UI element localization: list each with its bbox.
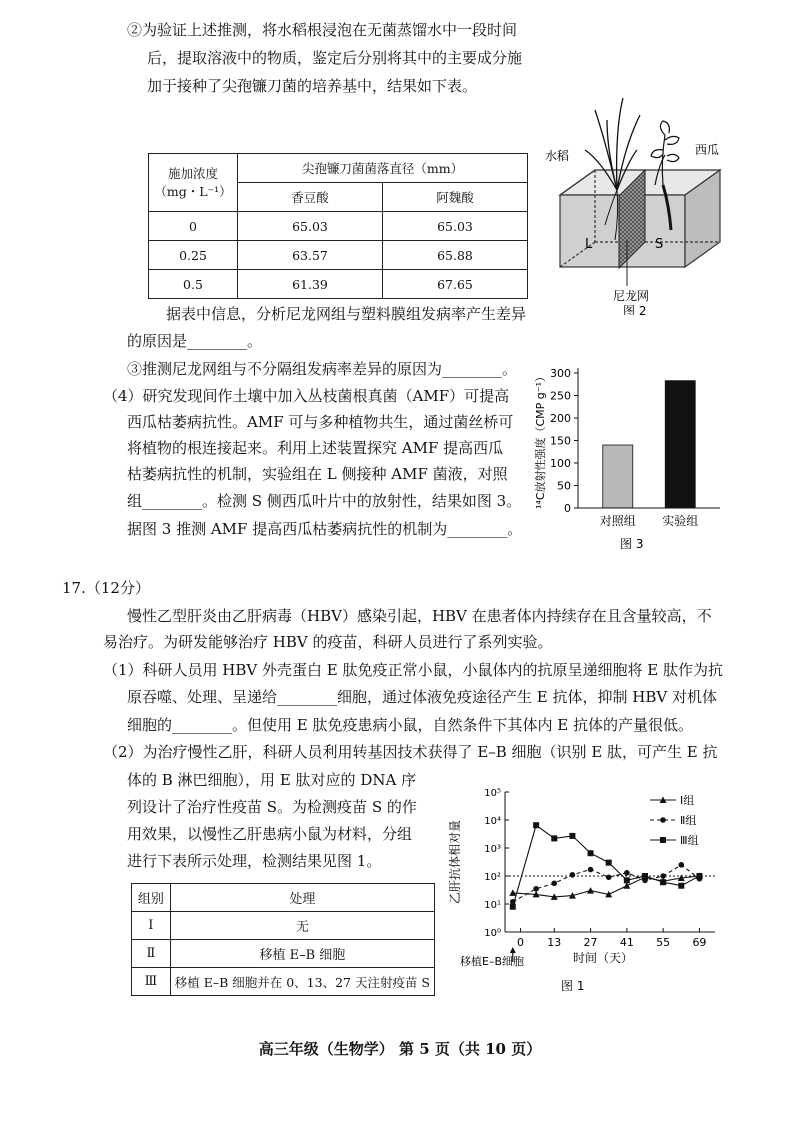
table-header-treatment: 处理 (170, 884, 434, 912)
fig3-y-tick-label: 50 (557, 479, 571, 493)
analysis-line-2: 的原因是________。 (127, 332, 263, 350)
fig1-point-group3 (696, 873, 702, 879)
concentration-table (148, 153, 528, 299)
q16-part4-line-5: 组________。检测 S 侧西瓜叶片中的放射性，结果如图 3。 (127, 492, 522, 510)
q17-part2-line-5: 进行下表所示处理，检测结果见图 1。 (127, 852, 382, 870)
fig1-y-tick-label: 10⁵ (484, 788, 501, 799)
fig1-x-tick-label: 13 (547, 936, 562, 949)
label-rice: 水稻 (545, 149, 570, 163)
figure-1-line-chart (445, 782, 725, 997)
fig3-bar-control (603, 445, 633, 508)
fig1-point-group2 (570, 872, 576, 878)
fig1-x-tick-label: 55 (656, 936, 671, 949)
figure-2-caption: 图 2 (623, 304, 647, 315)
fig1-point-group3 (588, 850, 594, 856)
figure-3-caption: 图 3 (620, 537, 644, 551)
fig1-arrow-label: 移植E–B细胞 (460, 955, 524, 968)
q16-part4-line-6: 据图 3 推测 AMF 提高西瓜枯萎病抗性的机制为________。 (127, 520, 523, 538)
label-S: S (655, 237, 664, 252)
q17-part1-line-2: 原吞噬、处理、呈递给________细胞，通过体液免疫途径产生 E 抗体，抑制 HBV 对机体 (127, 688, 717, 706)
fig1-y-axis-label: 乙肝抗体相对量 (448, 819, 462, 905)
q16-part2-line-1: ②为验证上述推测，将水稻根浸泡在无菌蒸馏水中一段时间 (127, 21, 518, 39)
fig1-point-group2 (678, 862, 684, 868)
fig3-category-label: 实验组 (662, 514, 699, 528)
q16-part2-line-3: 加于接种了尖孢镰刀菌的培养基中，结果如下表。 (147, 77, 478, 95)
q16-part4-line-2: 西瓜枯萎病抗性。AMF 可与多种植物共生，通过菌丝桥可 (127, 413, 514, 431)
q16-part4-line-3: 将植物的根连接起来。利用上述装置探究 AMF 提高西瓜 (127, 439, 504, 457)
fig1-series-line (513, 876, 700, 897)
fig1-legend-marker (660, 837, 666, 843)
figure-3-bar-chart (530, 358, 730, 553)
fig1-y-tick-label: 10¹ (484, 900, 501, 911)
q17-intro-line-1: 慢性乙型肝炎由乙肝病毒（HBV）感染引起，HBV 在患者体内持续存在且含量较高，不 (127, 607, 712, 625)
fig1-y-tick-label: 10⁴ (484, 816, 501, 827)
fig1-legend-label: Ⅰ组 (680, 794, 695, 807)
fig1-point-group2 (551, 880, 557, 886)
fig1-point-group3 (606, 860, 612, 866)
fig1-x-tick-label: 41 (619, 936, 634, 949)
fig1-point-group2 (533, 886, 539, 892)
q17-heading: 17.（12分） (62, 579, 150, 597)
figure-1-caption: 图 1 (561, 979, 585, 993)
label-L: L (585, 237, 593, 252)
fig3-bar-experiment (665, 381, 695, 508)
fig1-x-axis-label: 时间（天） (572, 951, 634, 965)
fig1-point-group3 (642, 873, 648, 879)
fig1-point-group3 (510, 904, 516, 910)
q17-part2-line-1: （2）为治疗慢性乙肝，科研人员利用转基因技术获得了 E–B 细胞（识别 E 肽，可产生 E 抗 (103, 743, 718, 761)
q17-part2-line-4: 用效果，以慢性乙肝患病小鼠为材料，分组 (127, 825, 413, 843)
fig1-y-tick-label: 10³ (484, 844, 501, 855)
table-subheader: 香豆酸 (238, 183, 383, 212)
fig1-legend-label: Ⅱ组 (680, 814, 697, 827)
fig1-transplant-arrow-head (510, 947, 516, 953)
fig3-y-tick-label: 150 (550, 434, 571, 448)
q17-part1-line-3: 细胞的________。但使用 E 肽免疫患病小鼠，自然条件下其体内 E 抗体的产量很低。 (127, 716, 693, 734)
table-row: 0.5 61.39 67.65 (149, 270, 528, 299)
q16-part4-line-1: （4）研究发现间作土壤中加入丛枝菌根真菌（AMF）可提高 (103, 387, 510, 405)
label-watermelon: 西瓜 (695, 143, 720, 157)
q16-part2-line-2: 后，提取溶液中的物质，鉴定后分别将其中的主要成分施 (147, 49, 523, 67)
table-header-group: 组别 (132, 884, 171, 912)
page-footer: 高三年级（生物学） 第 5 页（共 10 页） (258, 1040, 542, 1058)
fig3-y-tick-label: 0 (564, 502, 571, 515)
q16-part4-line-4: 枯萎病抗性的机制，实验组在 L 侧接种 AMF 菌液，对照 (127, 465, 508, 483)
fig3-category-label: 对照组 (599, 514, 636, 528)
table-row: Ⅰ 无 (132, 912, 435, 940)
fig3-y-axis-label: ¹⁴C放射性强度（CMP g⁻¹） (534, 371, 547, 509)
fig1-series-line (513, 825, 700, 907)
figure-2-apparatus (545, 90, 770, 315)
fig3-y-tick-label: 100 (550, 457, 571, 470)
fig3-y-tick-label: 200 (550, 412, 571, 425)
q17-part2-line-3: 列设计了治疗性疫苗 S。为检测疫苗 S 的作 (127, 798, 417, 816)
fig1-point-group3 (533, 822, 539, 828)
table-header-concentration: 施加浓度 （mg・L⁻¹） (149, 154, 238, 212)
fig1-legend-label: Ⅲ组 (680, 834, 699, 847)
q17-part1-line-1: （1）科研人员用 HBV 外壳蛋白 E 肽免疫正常小鼠，小鼠体内的抗原呈递细胞将 E 肽作为抗 (103, 661, 723, 679)
table-row: 0.25 63.57 65.88 (149, 241, 528, 270)
table-subheader: 阿魏酸 (383, 183, 528, 212)
fig1-point-group2 (606, 874, 612, 880)
fig1-y-tick-label: 10⁰ (484, 928, 501, 939)
table-row: Ⅲ 移植 E–B 细胞并在 0、13、27 天注射疫苗 S (132, 968, 435, 996)
fig1-point-group2 (588, 867, 594, 873)
table-header-diameter: 尖孢镰刀菌菌落直径（mm） (238, 154, 528, 183)
analysis-line-1: 据表中信息，分析尼龙网组与塑料膜组发病率产生差异 (166, 305, 527, 323)
table-row: 0 65.03 65.03 (149, 212, 528, 241)
table-row: Ⅱ 移植 E–B 细胞 (132, 940, 435, 968)
q17-part2-line-2: 体的 B 淋巴细胞），用 E 肽对应的 DNA 序 (127, 771, 417, 789)
q17-intro-line-2: 易治疗。为研发能够治疗 HBV 的疫苗，科研人员进行了系列实验。 (103, 633, 553, 651)
fig1-point-group3 (569, 833, 575, 839)
fig1-y-tick-label: 10² (484, 872, 501, 883)
q16-part3: ③推测尼龙网组与不分隔组发病率差异的原因为________。 (127, 360, 518, 378)
fig1-point-group2 (660, 873, 666, 879)
fig1-legend-marker (660, 817, 666, 823)
fig1-point-group2 (624, 870, 630, 876)
fig3-y-tick-label: 300 (550, 367, 571, 380)
fig1-point-group1 (587, 887, 594, 894)
treatment-table (131, 883, 435, 996)
label-nylon-net: 尼龙网 (613, 289, 650, 303)
fig1-point-group3 (660, 879, 666, 885)
fig1-point-group3 (624, 877, 630, 883)
fig1-x-tick-label: 27 (583, 936, 598, 949)
fig1-point-group3 (551, 835, 557, 841)
fig3-y-tick-label: 250 (550, 389, 571, 403)
fig1-point-group3 (678, 883, 684, 889)
fig1-x-tick-label: 0 (517, 936, 525, 949)
fig1-x-tick-label: 69 (692, 936, 707, 949)
